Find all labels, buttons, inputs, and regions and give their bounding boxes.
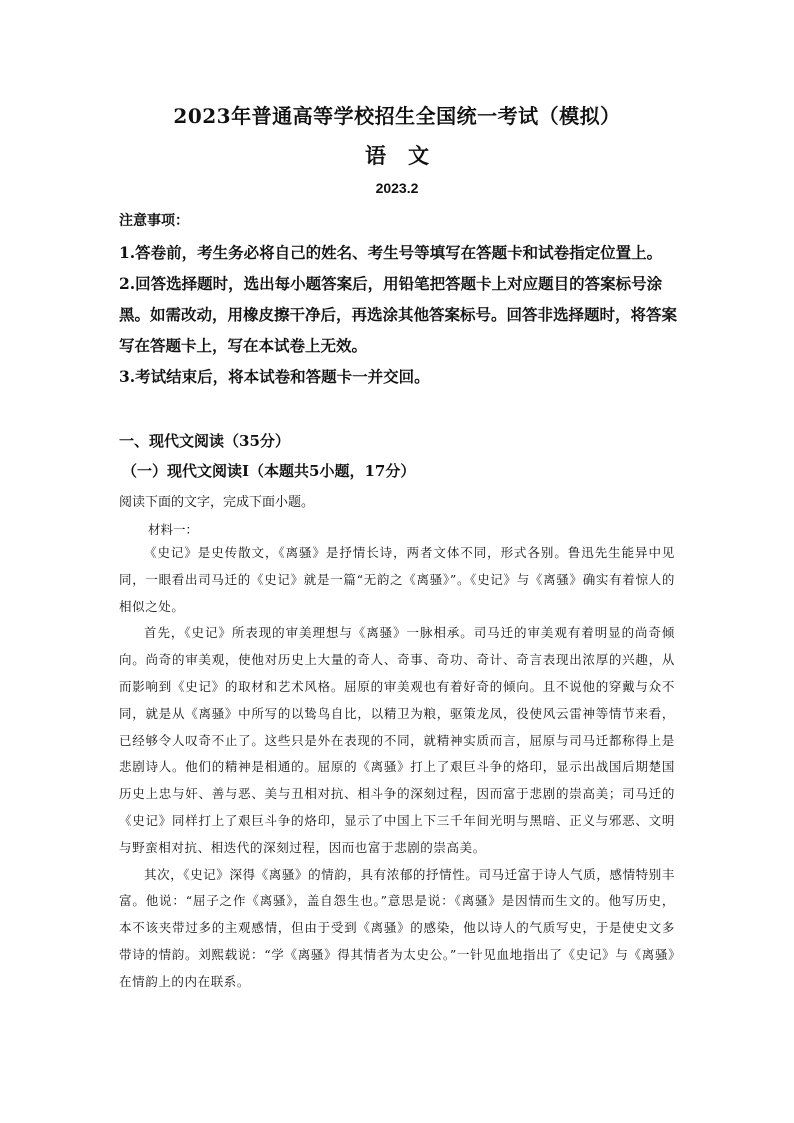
material-label: 材料一： — [148, 522, 199, 537]
notice-item: 3.考试结束后，将本试卷和答题卡一并交回。 — [119, 367, 430, 386]
paragraph: 《史记》是史传散文，《离骚》是抒情长诗，两者文体不同，形式各别。鲁迅先生能异中见同，一眼看出司马迁的《史记》就是一篇“无韵之《离骚》”。《史记》与《离骚》确实有着惊人的相似之处。 — [119, 545, 675, 614]
subject-heading: 语文 — [365, 143, 451, 168]
notice-item: 2.回答选择题时，选出每小题答案后，用铅笔把答题卡上对应题目的答案标号涂黑。如需改动，用橡皮擦干净后，再选涂其他答案标号。回答非选择题时，将答案写在答题卡上，写在本试卷上无效。 — [119, 274, 678, 355]
reading-instruction: 阅读下面的文字，完成下面小题。 — [119, 494, 315, 509]
paragraph: 其次，《史记》深得《离骚》的情韵，具有浓郁的抒情性。司马迁富于诗人气质，感情特别丰富。他说：“屈子之作《离骚》，盖自怨生也。”意思是说：《离骚》是因情而生文的。他写历史，本不该夹带过多的主观感情，但由于受到《离骚》的感染，他以诗人的气质写史，于是使史文多带诗的情韵。刘熙载说：“学《离骚》得其情者为太史公。”一针见血地指出了《史记》与《离骚》在情韵上的内在联系。 — [119, 866, 675, 989]
material-body — [119, 540, 675, 996]
notice-heading: 注意事项： — [119, 213, 189, 229]
exam-title: 2023年普通高等学校招生全国统一考试（模拟） — [173, 104, 621, 128]
section-title: 一、现代文阅读（35分） — [119, 432, 290, 450]
notice-item: 1.答卷前，考生务必将自己的姓名、考生号等填写在答题卡和试卷指定位置上。 — [119, 243, 663, 262]
paragraph: 首先，《史记》所表现的审美理想与《离骚》一脉相承。司马迁的审美观有着明显的尚奇倾向。尚奇的审美观，使他对历史上大量的奇人、奇事、奇功、奇计、奇言表现出浓厚的兴趣，从而影响到《史记》的取材和艺术风格。屈原的审美观也有着好奇的倾向。且不说他的穿戴与众不同，就是从《离骚》中所写的以鸷鸟自比，以精卫为粮，驱策龙凤，役使风云雷神等情节来看，已经够令人叹奇不止了。这些只是外在表现的不同，就精神实质而言，屈原与司马迁都称得上是悲剧诗人。他们的精神是相通的。屈原的《离骚》打上了艰巨斗争的烙印，显示出战国后期楚国历史上忠与奸、善与恶、美与丑相对抗、相斗争的深刻过程，因而富于悲剧的崇高美；司马迁的《史记》同样打上了艰巨斗争的烙印，显示了中国上下三千年间光明与黑暗、正义与邪恶、文明与野蛮相对抗、相迭代的深刻过程，因而也富于悲剧的崇高美。 — [119, 625, 675, 855]
notice-block — [119, 206, 679, 392]
section-subtitle: （一）现代文阅读Ⅰ（本题共5小题，17分） — [122, 462, 416, 480]
exam-date: 2023.2 — [375, 180, 419, 196]
